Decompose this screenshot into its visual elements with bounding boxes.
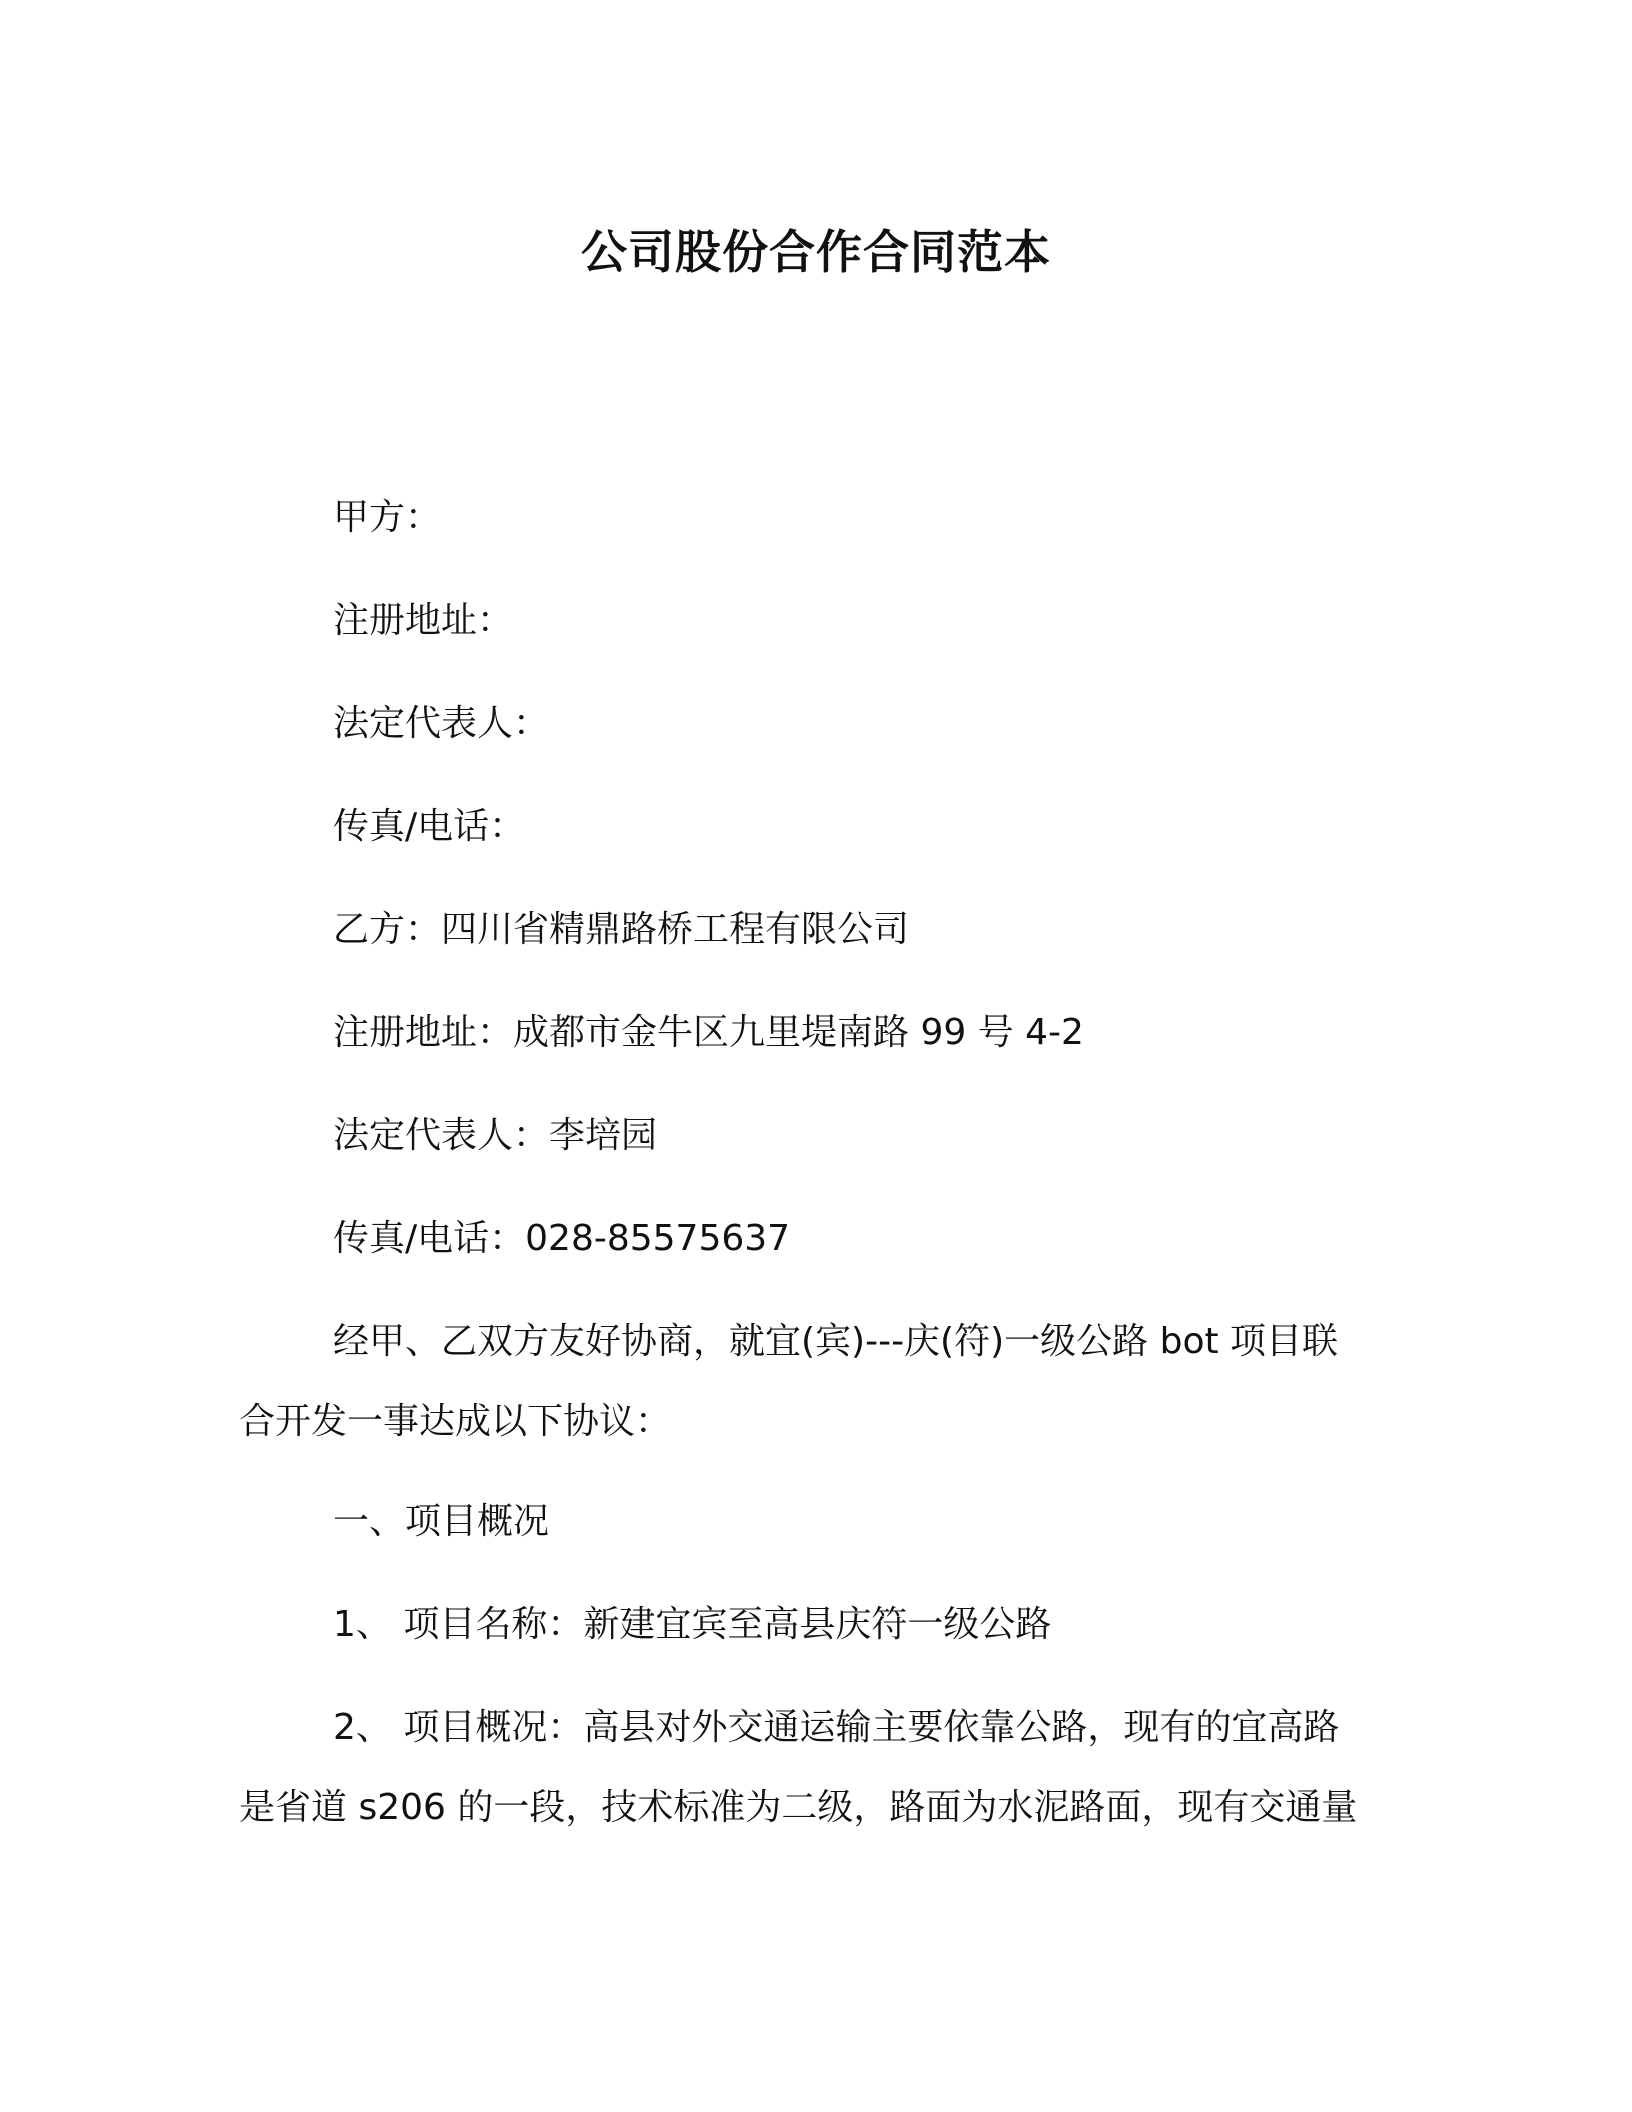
party-a-address: 注册地址：: [333, 600, 514, 641]
party-b-legal-rep: 法定代表人：李培园: [333, 1115, 658, 1156]
party-a-label: 甲方：: [333, 497, 442, 538]
section-1-item-1: 1、 项目名称：新建宜宾至高县庆符一级公路: [333, 1604, 1052, 1645]
preamble-line-1: 经甲、乙双方友好协商，就宜(宾)---庆(符)一级公路 bot 项目联: [333, 1321, 1339, 1362]
document-title: 公司股份合作合同范本: [581, 225, 1051, 279]
section-1-item-2-line-2: 是省道 s206 的一段，技术标准为二级，路面为水泥路面，现有交通量: [239, 1787, 1358, 1828]
preamble-line-2: 合开发一事达成以下协议：: [239, 1401, 672, 1442]
section-1-heading: 一、项目概况: [333, 1501, 550, 1542]
section-1-item-2-line-1: 2、 项目概况：高县对外交通运输主要依靠公路，现有的宜高路: [333, 1707, 1340, 1748]
party-a-fax-phone: 传真/电话：: [333, 806, 526, 847]
party-b-fax-phone: 传真/电话：028-85575637: [333, 1218, 791, 1259]
party-a-legal-rep: 法定代表人：: [333, 703, 550, 744]
party-b-label: 乙方：四川省精鼎路桥工程有限公司: [333, 909, 910, 950]
party-b-address: 注册地址：成都市金牛区九里堤南路 99 号 4-2: [333, 1012, 1084, 1053]
